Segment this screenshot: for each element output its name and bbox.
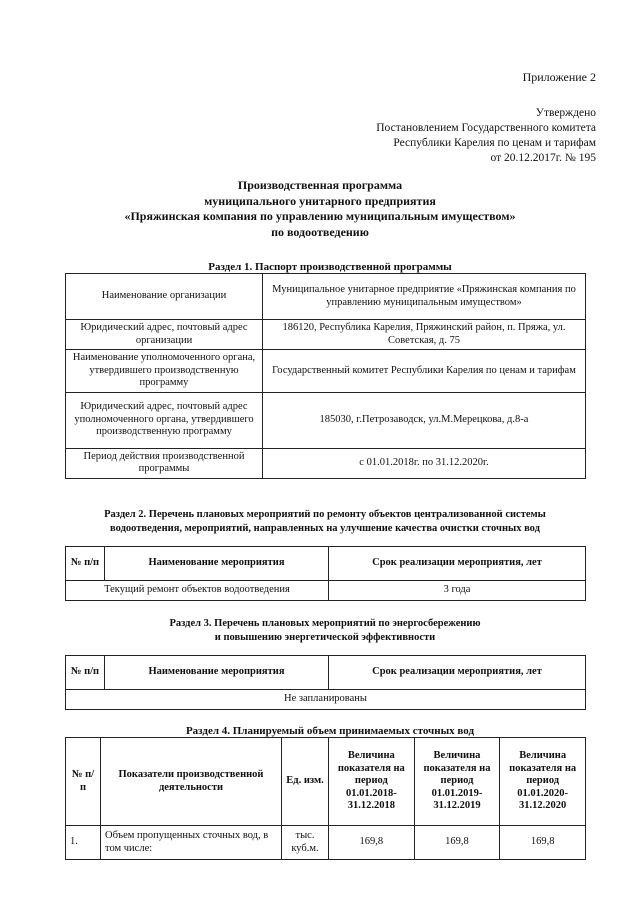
section2-heading: [40, 508, 610, 536]
column-header-num: № п/п: [66, 656, 105, 690]
column-header-unit: Ед. изм.: [282, 738, 329, 826]
volume-table: [65, 737, 586, 860]
table-row: [66, 690, 586, 710]
approval-line: от 20.12.2017г. № 195: [490, 152, 596, 164]
table-row: [66, 350, 586, 393]
passport-label: Наименование уполномоченного органа, утвердившего производственную программу: [66, 350, 263, 393]
not-planned-text: Не запланированы: [66, 690, 586, 710]
column-header-period-2019: Величина показателя на период 01.01.2019-31.12.2019: [414, 738, 500, 826]
passport-table: [65, 273, 586, 479]
column-header-name: Наименование мероприятия: [105, 656, 329, 690]
heading-line: и повышению энергетической эффективности: [214, 632, 436, 643]
heading-line: водоотведения, мероприятий, направленных на улучшение качества очистки сточных вод: [110, 523, 540, 534]
table-row: [66, 581, 586, 601]
row-unit: тыс. куб.м.: [282, 826, 329, 860]
table-row: [66, 826, 586, 860]
column-header-name: Наименование мероприятия: [105, 547, 329, 581]
repair-table: [65, 546, 586, 601]
activity-term: 3 года: [329, 581, 586, 601]
column-header-period-2018: Величина показателя на период 01.01.2018-31.12.2018: [329, 738, 415, 826]
approval-line: Постановлением Государственного комитета: [376, 122, 596, 134]
column-header-num: № п/п: [66, 547, 105, 581]
passport-value: Муниципальное унитарное предприятие «Пряжинская компания по управлению муниципальным имуществом»: [263, 274, 586, 320]
passport-label: Юридический адрес, почтовый адрес организации: [66, 320, 263, 350]
row-value-2019: 169,8: [414, 826, 500, 860]
table-header-row: [66, 656, 586, 690]
title-line: «Пряжинская компания по управлению муниципальным имуществом»: [124, 209, 516, 223]
passport-label: Юридический адрес, почтовый адрес уполномоченного органа, утвердившего производственную программу: [66, 392, 263, 448]
column-header-term: Срок реализации мероприятия, лет: [329, 656, 586, 690]
document-title: [60, 178, 580, 240]
table-header-row: [66, 738, 586, 826]
title-line: по водоотведению: [271, 224, 369, 239]
row-value-2018: 169,8: [329, 826, 415, 860]
row-value-2020: 169,8: [500, 826, 586, 860]
table-row: [66, 448, 586, 478]
section3-heading: [60, 617, 590, 645]
row-num: 1.: [66, 826, 101, 860]
passport-value: Государственный комитет Республики Карелия по ценам и тарифам: [263, 350, 586, 393]
column-header-term: Срок реализации мероприятия, лет: [329, 547, 586, 581]
title-line: муниципального унитарного предприятия: [204, 193, 436, 208]
table-header-row: [66, 547, 586, 581]
title-line: Производственная программа: [237, 178, 403, 192]
table-row: [66, 320, 586, 350]
heading-line: Раздел 2. Перечень плановых мероприятий по ремонту объектов централизованной системы: [104, 509, 546, 520]
table-row: [66, 274, 586, 320]
passport-label: Наименование организации: [66, 274, 263, 320]
table-row: [66, 392, 586, 448]
approval-block: [250, 106, 596, 166]
row-indicator: Объем пропущенных сточных вод, в том числе:: [101, 826, 282, 860]
activity-name: Текущий ремонт объектов водоотведения: [66, 581, 329, 601]
column-header-indicator: Показатели производственной деятельности: [101, 738, 282, 826]
passport-label: Период действия производственной программы: [66, 448, 263, 478]
section1-heading: Раздел 1. Паспорт производственной программы: [208, 261, 452, 273]
section4-heading: Раздел 4. Планируемый объем принимаемых сточных вод: [185, 725, 475, 737]
approval-line: Утверждено: [535, 107, 596, 119]
approval-line: Республики Карелия по ценам и тарифам: [393, 137, 596, 149]
column-header-period-2020: Величина показателя на период 01.01.2020-31.12.2020: [500, 738, 586, 826]
passport-value: с 01.01.2018г. по 31.12.2020г.: [263, 448, 586, 478]
heading-line: Раздел 3. Перечень плановых мероприятий по энергосбережению: [169, 618, 481, 629]
passport-value: 185030, г.Петрозаводск, ул.М.Мерецкова, д.8-а: [263, 392, 586, 448]
energy-table: [65, 655, 586, 710]
column-header-num: № п/п: [66, 738, 101, 826]
appendix-label: Приложение 2: [522, 70, 596, 84]
passport-value: 186120, Республика Карелия, Пряжинский район, п. Пряжа, ул. Советская, д. 75: [263, 320, 586, 350]
